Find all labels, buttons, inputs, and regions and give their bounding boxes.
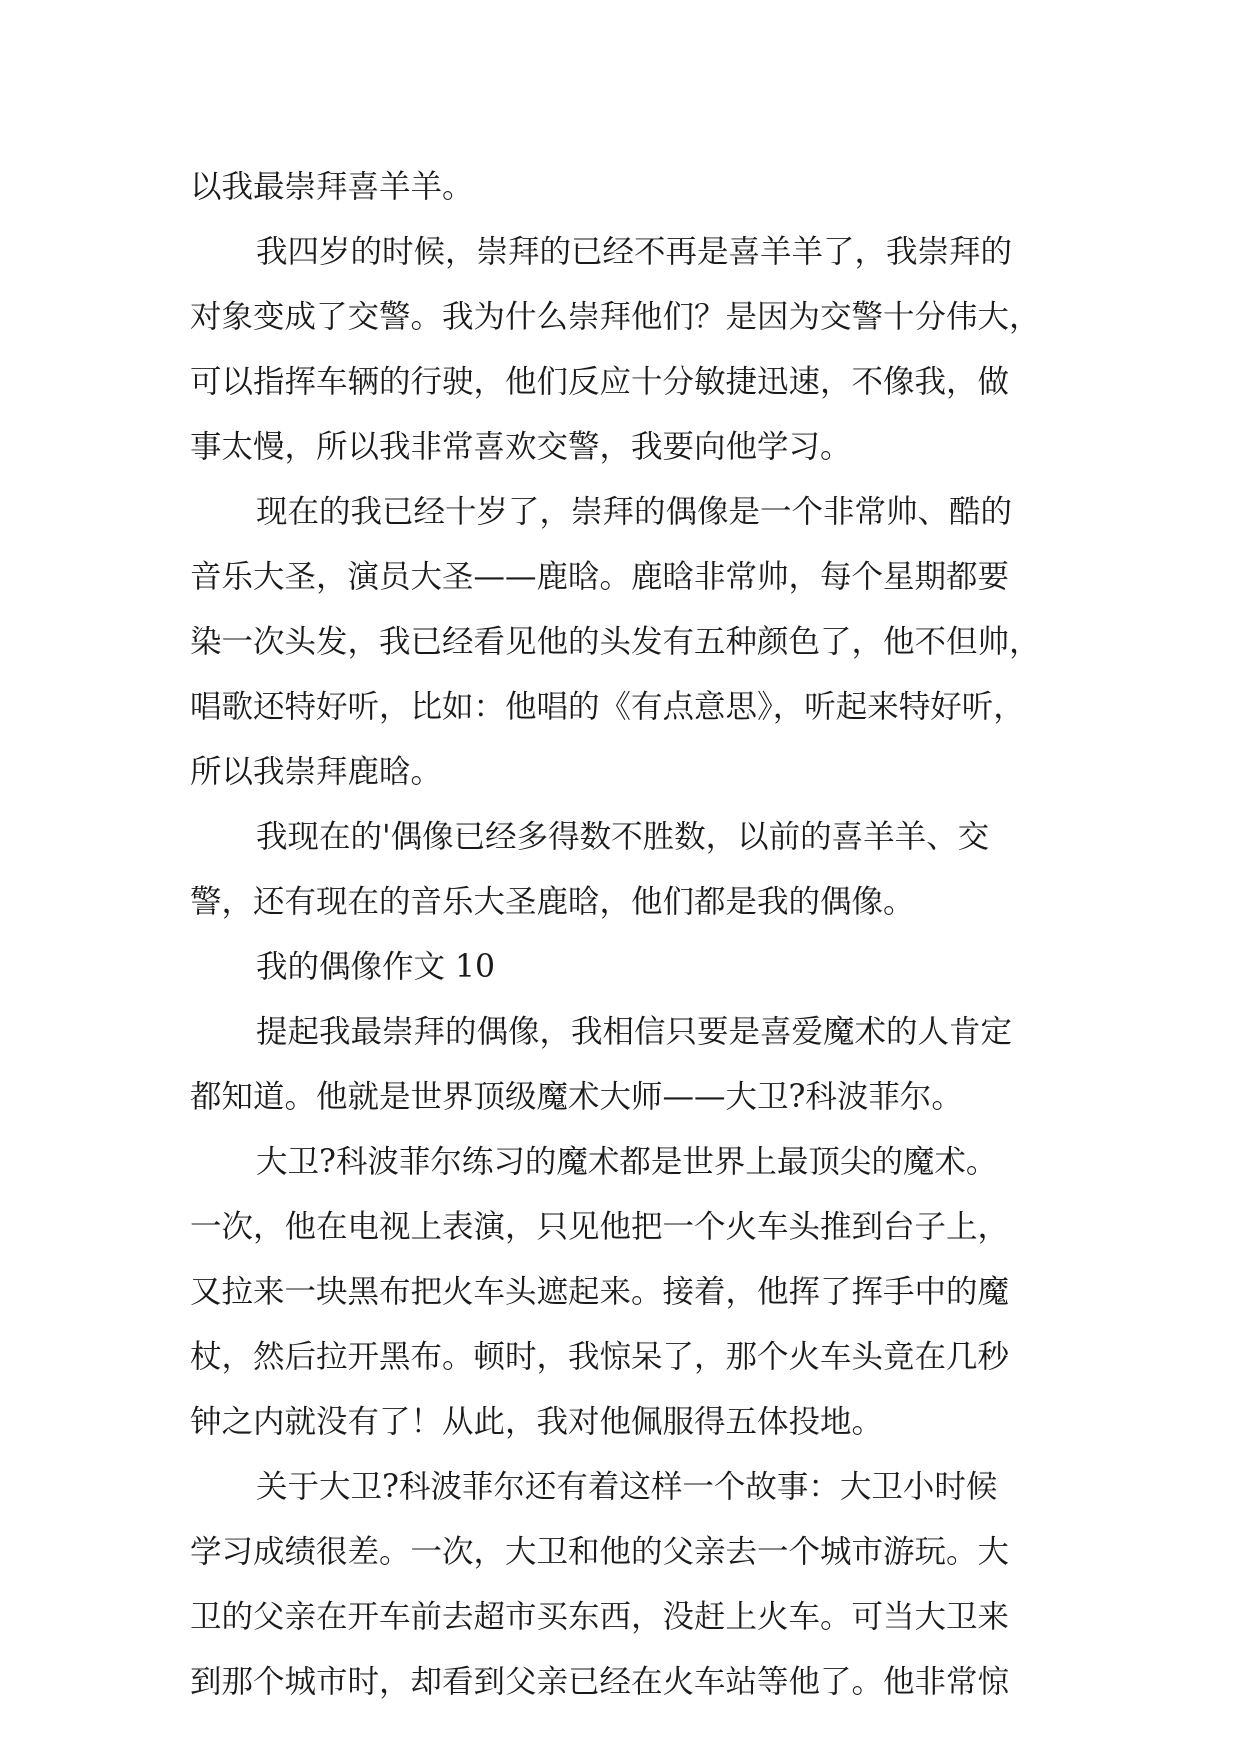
- text-line: 一次，他在电视上表演，只见他把一个火车头推到台子上，: [190, 1209, 1010, 1245]
- text-line: 染一次头发，我已经看见他的头发有五种颜色了，他不但帅，: [190, 624, 1041, 660]
- text-line: 都知道。他就是世界顶级魔术大师——大卫?科波菲尔。: [190, 1079, 963, 1115]
- text-line: 钟之内就没有了！从此，我对他佩服得五体投地。: [190, 1404, 884, 1440]
- text-line: 唱歌还特好听，比如：他唱的《有点意思》，听起来特好听，: [190, 689, 1025, 725]
- text-line: 现在的我已经十岁了，崇拜的偶像是一个非常帅、酷的: [256, 494, 1013, 530]
- section-heading: 我的偶像作文 10: [256, 949, 496, 985]
- text-line: 对象变成了交警。我为什么崇拜他们？是因为交警十分伟大，: [190, 299, 1041, 335]
- text-line: 可以指挥车辆的行驶，他们反应十分敏捷迅速，不像我，做: [190, 364, 1010, 400]
- text-line: 学习成绩很差。一次，大卫和他的父亲去一个城市游玩。大: [190, 1534, 1010, 1570]
- text-line: 音乐大圣，演员大圣——鹿晗。鹿晗非常帅，每个星期都要: [190, 559, 1010, 595]
- text-line: 我四岁的时候，崇拜的已经不再是喜羊羊了，我崇拜的: [256, 234, 1013, 270]
- text-line: 卫的父亲在开车前去超市买东西，没赶上火车。可当大卫来: [190, 1599, 1010, 1635]
- text-line: 到那个城市时，却看到父亲已经在火车站等他了。他非常惊: [190, 1664, 1010, 1700]
- text-line: 又拉来一块黑布把火车头遮起来。接着，他挥了挥手中的魔: [190, 1274, 1010, 1310]
- text-line: 事太慢，所以我非常喜欢交警，我要向他学习。: [190, 429, 852, 465]
- text-line: 大卫?科波菲尔练习的魔术都是世界上最顶尖的魔术。: [256, 1144, 998, 1180]
- text-line: 以我最崇拜喜羊羊。: [190, 169, 474, 205]
- text-line: 提起我最崇拜的偶像，我相信只要是喜爱魔术的人肯定: [256, 1014, 1013, 1050]
- text-line: 我现在的'偶像已经多得数不胜数，以前的喜羊羊、交: [256, 819, 990, 855]
- essay-body: [190, 155, 1090, 1715]
- text-line: 所以我崇拜鹿晗。: [190, 754, 443, 790]
- text-line: 警，还有现在的音乐大圣鹿晗，他们都是我的偶像。: [190, 884, 915, 920]
- text-line: 杖，然后拉开黑布。顿时，我惊呆了，那个火车头竟在几秒: [190, 1339, 1010, 1375]
- text-line: 关于大卫?科波菲尔还有着这样一个故事：大卫小时候: [256, 1469, 998, 1505]
